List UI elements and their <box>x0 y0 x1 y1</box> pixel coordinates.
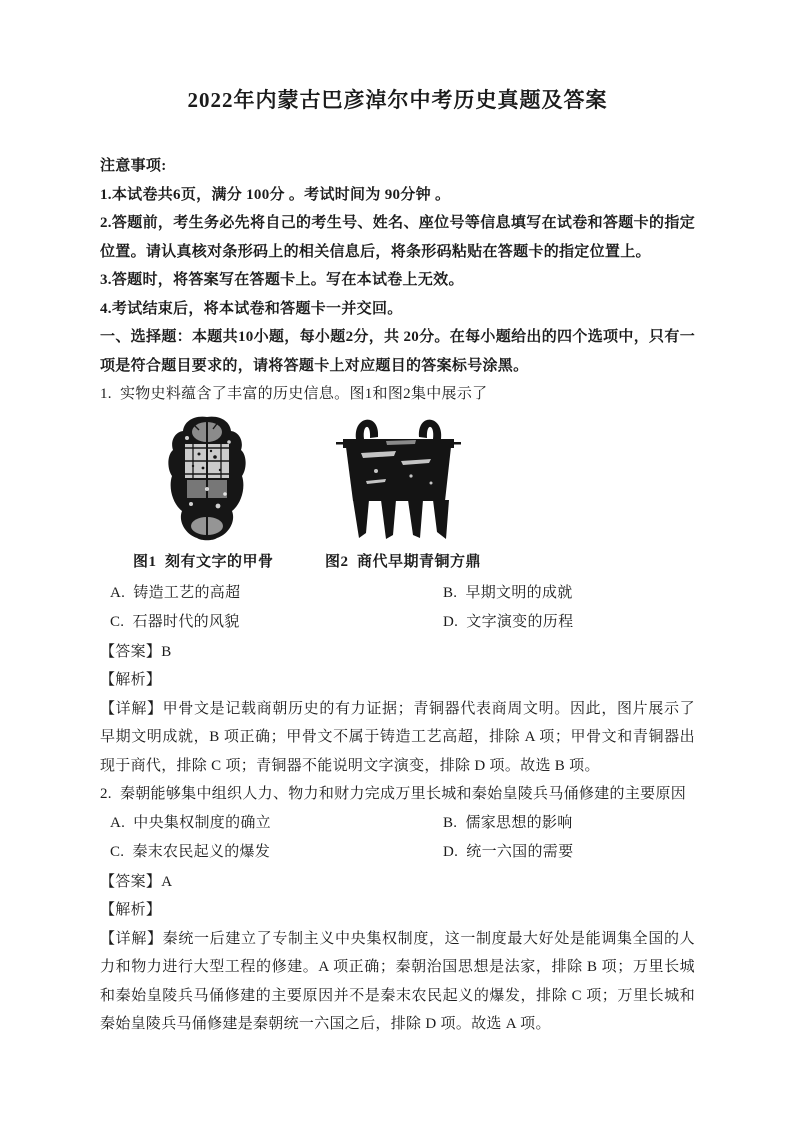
option-row <box>100 579 695 609</box>
question-2-option-b: B. 儒家思想的影响 <box>443 814 573 831</box>
question-2-options <box>100 809 695 868</box>
question-2-option-c: C. 秦末农民起义的爆发 <box>110 844 271 860</box>
detail-label: 【详解】 <box>100 700 163 717</box>
answer-label: 【答案】 <box>100 873 162 890</box>
notes-item-1: 1.本试卷共6页，满分 100分 。考试时间为 90分钟 。 <box>100 186 451 203</box>
question-1-figures <box>100 409 695 579</box>
question-1-option-a: A. 铸造工艺的高超 <box>110 584 241 601</box>
question-2-option-d: D. 统一六国的需要 <box>443 844 574 860</box>
detail-label: 【详解】 <box>100 930 163 947</box>
question-2-stem: 2. 秦朝能够集中组织人力、物力和财力完成万里长城和秦始皇陵兵马俑修建的主要原因 <box>100 786 687 802</box>
question-1-options <box>100 579 695 638</box>
bronze-ding-image <box>336 411 461 544</box>
oracle-bone-image <box>163 414 251 542</box>
option-row <box>100 608 695 638</box>
notes-item-4: 4.考试结束后，将本试卷和答题卡一并交回。 <box>100 300 403 317</box>
question-2-option-a: A. 中央集权制度的确立 <box>110 814 271 831</box>
question-1-option-b: B. 早期文明的成就 <box>443 584 573 601</box>
answer-label: 【答案】 <box>100 643 162 660</box>
question-2-detail <box>100 925 695 1039</box>
question-2-detail-text: 秦统一后建立了专制主义中央集权制度，这一制度最大好处是能调集全国的人力和物力进行大型工程的修建。A 项正确；秦朝治国思想是法家，排除 B 项；万里长城和秦始皇陵兵马俑修建的主要原因并不是秦末农民起义的爆发，排除 C 项；万里长城和秦始皇陵兵马俑修建是秦朝统一六国之后，排除 D 项。故选 A 项。 <box>100 930 695 1032</box>
option-row <box>100 838 695 868</box>
question-2-analysis-label: 【解析】 <box>100 902 162 918</box>
notes-heading: 注意事项: <box>100 158 167 174</box>
notes-item-2: 2.答题前，考生务必先将自己的考生号、姓名、座位号等信息填写在试卷和答题卡的指定位置。请认真核对条形码上的相关信息后，将条形码粘贴在答题卡的指定位置上。 <box>100 215 695 260</box>
notes-item-3: 3.答题时，将答案写在答题卡上。写在本试卷上无效。 <box>100 272 464 288</box>
question-1-detail-text: 甲骨文是记载商朝历史的有力证据；青铜器代表商周文明。因此，图片展示了早期文明成就，B 项正确；甲骨文不属于铸造工艺高超，排除 A 项；甲骨文和青铜器出现于商代，排除 C 项；青铜器不能说明文字演变，排除 D 项。故选 B 项。 <box>100 700 695 774</box>
question-1-stem: 1. 实物史料蕴含了丰富的历史信息。图1和图2集中展示了 <box>100 386 488 402</box>
question-2-answer-line <box>100 868 695 897</box>
question-1-answer-line <box>100 638 695 667</box>
figure-2-caption: 图2 商代早期青铜方鼎 <box>325 553 482 570</box>
notes-section <box>100 152 695 323</box>
question-1-option-c: C. 石器时代的风貌 <box>110 614 240 630</box>
question-2-answer-value: A <box>161 873 173 890</box>
figure-1-caption: 图1 刻有文字的甲骨 <box>133 553 274 570</box>
option-row <box>100 809 695 839</box>
section-heading: 一、选择题：本题共10小题，每小题2分，共 20分。在每小题给出的四个选项中，只有一项是符合题目要求的，请将答题卡上对应题目的答案标号涂黑。 <box>100 329 695 374</box>
page-title: 2022年内蒙古巴彦淖尔中考历史真题及答案 <box>187 88 608 112</box>
question-1-answer-value: B <box>161 643 172 660</box>
question-1-detail <box>100 695 695 781</box>
question-1-analysis-label: 【解析】 <box>100 672 162 688</box>
question-1-option-d: D. 文字演变的历程 <box>443 614 574 630</box>
